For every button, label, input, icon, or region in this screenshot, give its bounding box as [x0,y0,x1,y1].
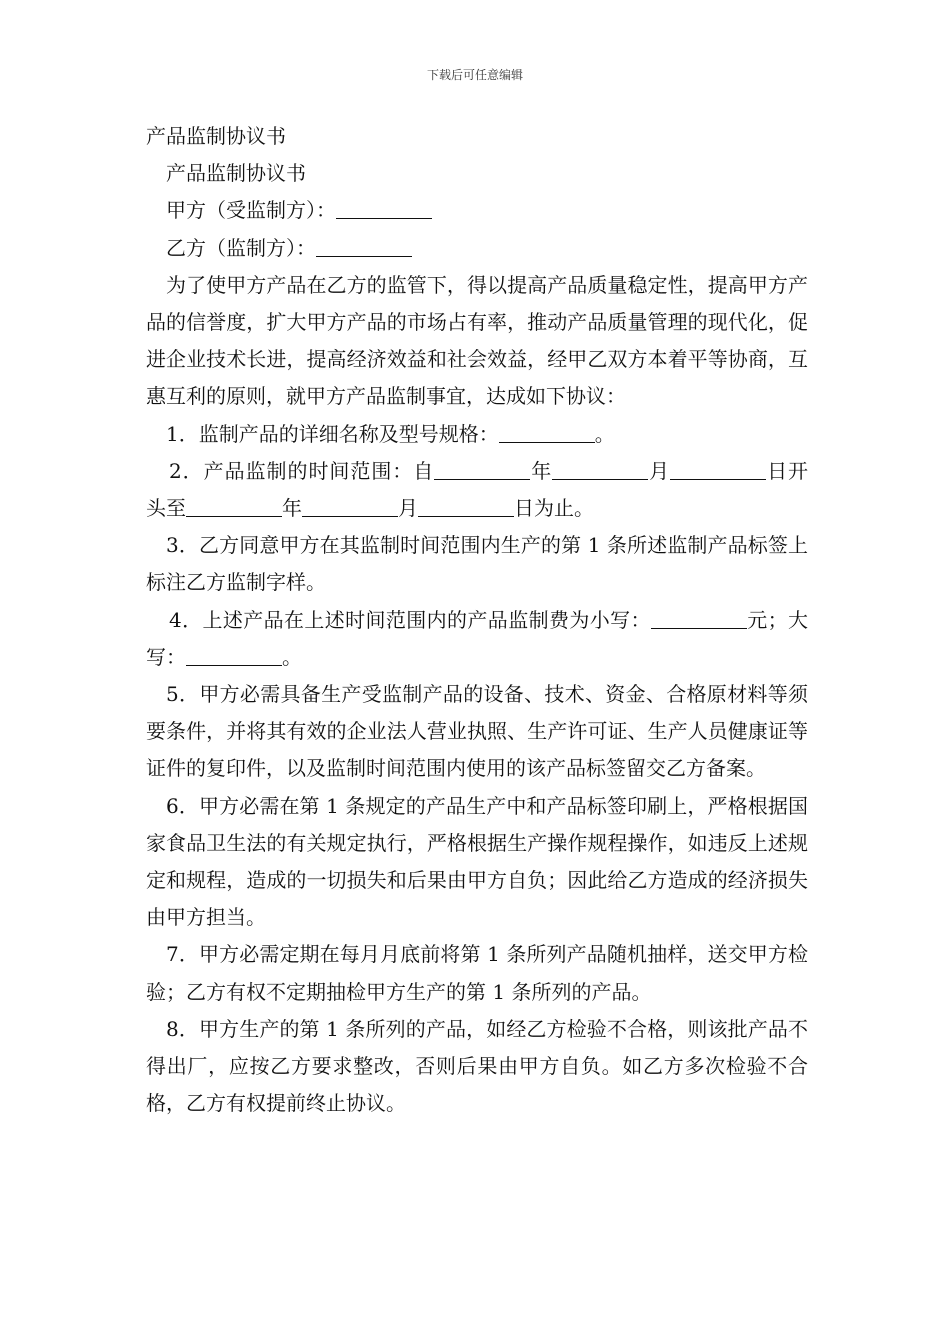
clause-2-month-label-2: 月 [398,496,418,521]
clause-2 [146,453,808,527]
document-subtitle: 产品监制协议书 [166,161,306,186]
document-body [146,118,808,1122]
clause-4 [146,602,808,676]
clause-1-blank[interactable] [499,416,595,443]
clause-2-start-year-blank[interactable] [434,453,530,480]
clause-4-lowercase-blank[interactable] [651,602,747,629]
clause-2-end-year-blank[interactable] [186,490,282,517]
clause-3: 3．乙方同意甲方在其监制时间范围内生产的第 1 条所述监制产品标签上标注乙方监制字样。 [146,533,808,595]
party-a-label: 甲方（受监制方）： [166,198,336,223]
clause-2-day-start: 日开头至 [146,458,809,521]
clause-2-end-day-blank[interactable] [418,490,514,517]
clause-4-end: 。 [282,644,302,669]
clause-4-uppercase-blank[interactable] [186,639,282,666]
clause-6: 6．甲方必需在第 1 条规定的产品生产中和产品标签印刷上，严格根据国家食品卫生法的有关规定执行，严格根据生产操作规程操作，如违反上述规定和规程，造成的一切损失和后果由甲方自负；因此给乙方造成的经济损失由甲方担当。 [146,793,808,930]
clause-2-text: 2．产品监制的时间范围：自 [169,458,435,483]
clause-2-day-end: 日为止。 [514,496,594,521]
clause-2-year-label: 年 [530,458,553,483]
clause-2-year-label-2: 年 [282,496,302,521]
party-b-blank[interactable] [316,230,412,257]
clause-2-month-label: 月 [648,458,671,483]
intro-paragraph: 为了使甲方产品在乙方的监管下，得以提高产品质量稳定性，提高甲方产品的信誉度，扩大甲方产品的市场占有率，推动产品质量管理的现代化，促进企业技术长进，提高经济效益和社会效益，经甲乙双方本着平等协商，互惠互利的原则，就甲方产品监制事宜，达成如下协议： [146,272,808,409]
party-a-blank[interactable] [336,192,432,219]
clause-2-end-month-blank[interactable] [302,490,398,517]
page-header-note: 下载后可任意编辑 [426,68,523,82]
party-a-line [146,192,808,229]
party-b-line [146,230,808,267]
clause-1 [146,416,808,453]
clause-4-yuan: 元；大写： [146,607,809,669]
clause-1-text: 1．监制产品的详细名称及型号规格： [166,421,499,446]
clause-4-text: 4．上述产品在上述时间范围内的产品监制费为小写： [169,607,651,632]
document-title: 产品监制协议书 [146,124,286,148]
clause-7: 7．甲方必需定期在每月月底前将第 1 条所列产品随机抽样，送交甲方检验；乙方有权不定期抽检甲方生产的第 1 条所列的产品。 [146,942,808,1004]
clause-8: 8．甲方生产的第 1 条所列的产品，如经乙方检验不合格，则该批产品不得出厂，应按乙方要求整改，否则后果由甲方自负。如乙方多次检验不合格，乙方有权提前终止协议。 [146,1016,808,1116]
clause-1-end: 。 [594,421,615,446]
clause-5: 5．甲方必需具备生产受监制产品的设备、技术、资金、合格原材料等须要条件，并将其有效的企业法人营业执照、生产许可证、生产人员健康证等证件的复印件，以及监制时间范围内使用的该产品标签留交乙方备案。 [146,682,808,781]
clause-2-start-month-blank[interactable] [552,453,648,480]
clause-2-start-day-blank[interactable] [670,453,766,480]
party-b-label: 乙方（监制方）： [166,235,316,260]
